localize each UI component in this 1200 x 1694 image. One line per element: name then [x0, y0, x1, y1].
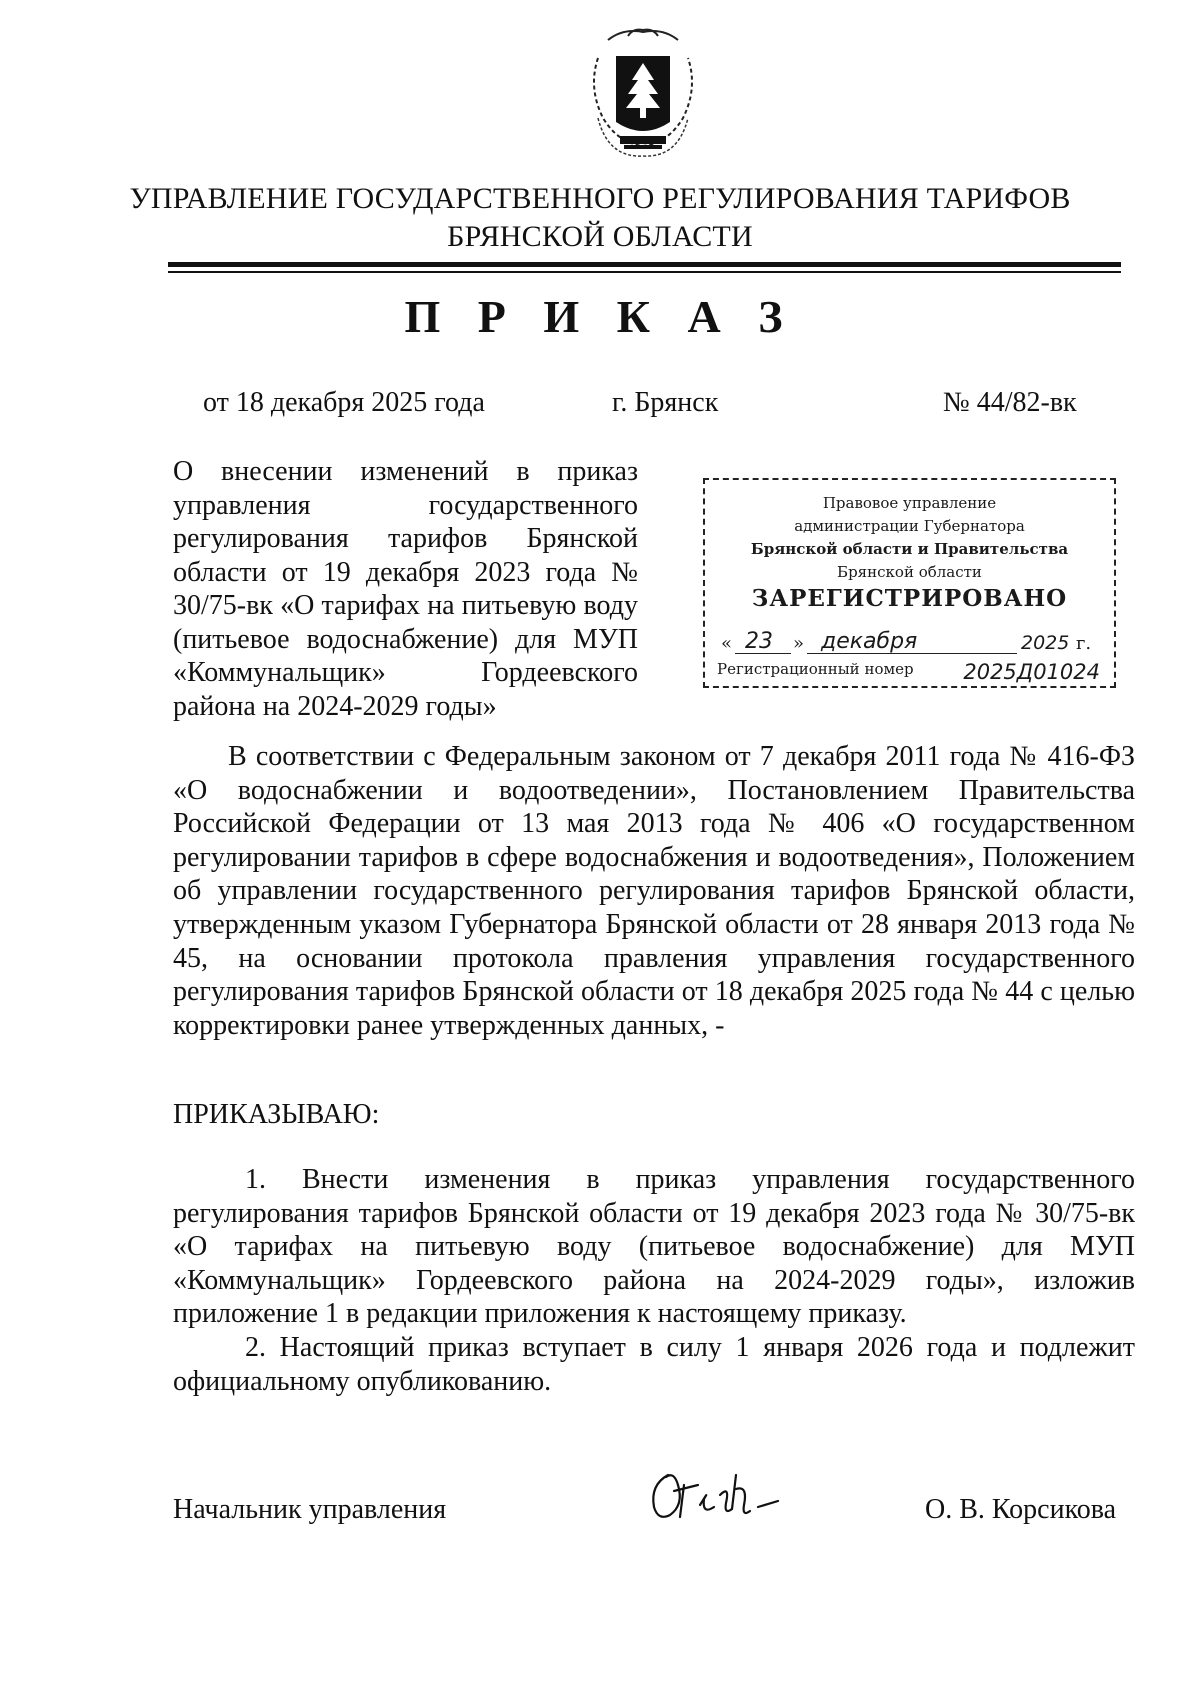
stamp-reg-row	[717, 660, 1102, 684]
stamp-month: декабря	[821, 629, 918, 654]
registration-stamp	[703, 478, 1116, 688]
coat-of-arms-icon	[568, 18, 718, 168]
order-item-2: 2. Настоящий приказ вступает в силу 1 января 2026 года и подлежит официальному опубликованию.	[173, 1332, 1135, 1397]
stamp-status: ЗАРЕГИСТРИРОВАНО	[751, 585, 1068, 612]
order-city: г. Брянск	[612, 387, 719, 418]
stamp-line-3: Брянской области и Правительства	[750, 540, 1069, 558]
stamp-year: 2025	[1021, 632, 1070, 654]
issuing-organization	[0, 180, 1200, 256]
org-line-1: УПРАВЛЕНИЕ ГОСУДАРСТВЕННОГО РЕГУЛИРОВАНИЯ ТАРИФОВ	[129, 182, 1071, 215]
signatory-name: О. В. Корсикова	[925, 1494, 1117, 1525]
stamp-day: 23	[745, 629, 773, 654]
order-heading: ПРИКАЗЫВАЮ:	[173, 1099, 380, 1130]
handwritten-signature-icon	[640, 1455, 800, 1535]
signatory-position: Начальник управления	[173, 1494, 447, 1525]
header-rule-thin	[168, 271, 1121, 273]
order-subject: О внесении изменений в приказ управления государственного регулирования тарифов Брянской области от 19 декабря 2023 года № 30/75-вк «О тарифах на питьевую воду (питьевое водоснабжение) для МУП «Коммунальщик» Гордеевского района на 2024-2029 годы»	[173, 456, 638, 722]
header-rule-thick	[168, 262, 1121, 267]
preamble-paragraph: В соответствии с Федеральным законом от 7 декабря 2011 года № 416-ФЗ «О водоснабжении и водоотведении», Постановлением Правительства Российской Федерации от 13 мая 2013 года № 406 «О государственном регулировании тарифов в сфере водоснабжения и водоотведения», Положением об управлении государственного регулирования тарифов Брянской области, утвержденным указом Губернатора Брянской области от 28 января 2013 года № 45, на основании протокола правления управления государственного регулирования тарифов Брянской области от 18 декабря 2025 года № 44 с целью корректировки ранее утвержденных данных, -	[173, 741, 1135, 1041]
stamp-reg-label: Регистрационный номер	[717, 660, 914, 678]
order-date: от 18 декабря 2025 года	[203, 387, 485, 418]
stamp-reg-number: 2025Д01024	[963, 660, 1100, 684]
stamp-line-2: администрации Губернатора	[794, 517, 1025, 535]
stamp-date-row: « 23 » декабря 2025 г.	[721, 629, 1092, 654]
stamp-line-1: Правовое управление	[822, 494, 997, 512]
document-title: П Р И К А З	[404, 291, 796, 342]
order-item-1: 1. Внести изменения в приказ управления государственного регулирования тарифов Брянской области от 19 декабря 2023 года № 30/75-вк «О тарифах на питьевую воду (питьевое водоснабжение) для МУП «Коммунальщик» Гордеевского района на 2024-2029 годы», изложив приложение 1 в редакции приложения к настоящему приказу.	[173, 1164, 1135, 1330]
org-line-2: БРЯНСКОЙ ОБЛАСТИ	[447, 220, 753, 253]
stamp-year-suffix: г.	[1076, 633, 1092, 654]
order-number: № 44/82-вк	[943, 387, 1077, 418]
stamp-line-4: Брянской области	[837, 563, 982, 581]
